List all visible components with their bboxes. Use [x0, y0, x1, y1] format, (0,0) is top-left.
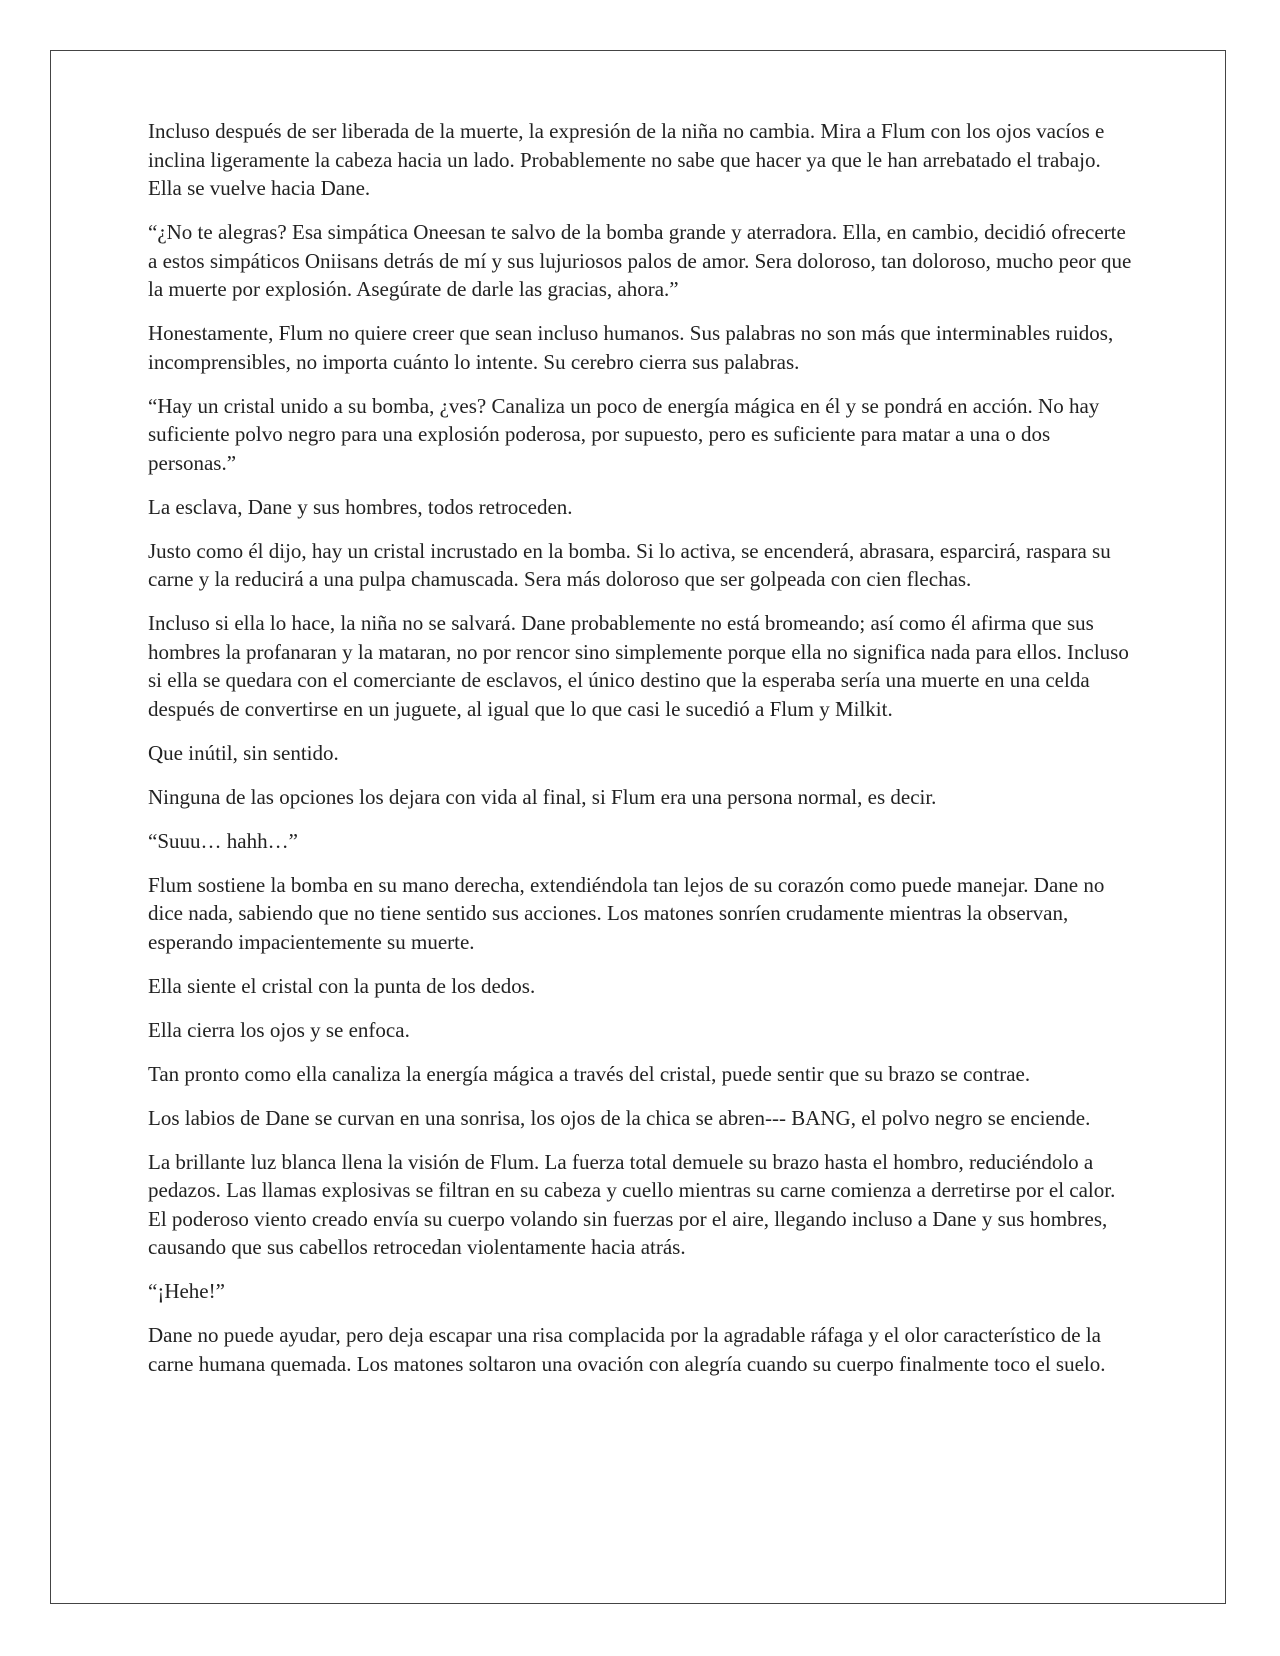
paragraph: Incluso después de ser liberada de la muerte, la expresión de la niña no cambia. Mira a Flum con los ojos vacíos e inclina ligeramente la cabeza hacia un lado. Probablemente no sabe que hacer ya que le han arrebatado el trabajo. Ella se vuelve hacia Dane. — [148, 119, 1105, 200]
paragraph: “¿No te alegras? Esa simpática Oneesan te salvo de la bomba grande y aterradora. Ella, en cambio, decidió ofrecerte a estos simpáticos Oniisans detrás de mí y sus lujuriosos palos de amor. Sera doloroso, tan doloroso, mucho peor que la muerte por explosión. Asegúrate de darle las gracias, ahora.” — [148, 220, 1132, 301]
page-body — [148, 117, 1138, 1394]
paragraph: Ella siente el cristal con la punta de los dedos. — [148, 973, 536, 998]
paragraph: Honestamente, Flum no quiere creer que sean incluso humanos. Sus palabras no son más que interminables ruidos, incomprensibles, no importa cuánto lo intente. Su cerebro cierra sus palabras. — [148, 321, 1114, 374]
paragraph: Ella cierra los ojos y se enfoca. — [148, 1017, 410, 1042]
paragraph: La esclava, Dane y sus hombres, todos retroceden. — [148, 494, 573, 519]
paragraph: Justo como él dijo, hay un cristal incrustado en la bomba. Si lo activa, se encenderá, abrasara, esparcirá, raspara su carne y la reducirá a una pulpa chamuscada. Sera más doloroso que ser golpeada con cien flechas. — [148, 538, 1111, 591]
paragraph: Los labios de Dane se curvan en una sonrisa, los ojos de la chica se abren--- BANG, el polvo negro se enciende. — [148, 1105, 1091, 1130]
paragraph: Tan pronto como ella canaliza la energía mágica a través del cristal, puede sentir que su brazo se contrae. — [148, 1061, 1031, 1086]
paragraph: “Hay un cristal unido a su bomba, ¿ves? Canaliza un poco de energía mágica en él y se pondrá en acción. No hay suficiente polvo negro para una explosión poderosa, por supuesto, pero es suficiente para matar a una o dos personas.” — [148, 393, 1100, 475]
paragraph: Que inútil, sin sentido. — [148, 740, 339, 765]
paragraph: Ninguna de las opciones los dejara con vida al final, si Flum era una persona normal, es decir. — [148, 784, 937, 809]
paragraph: “¡Hehe!” — [148, 1279, 225, 1303]
paragraph: Flum sostiene la bomba en su mano derecha, extendiéndola tan lejos de su corazón como puede manejar. Dane no dice nada, sabiendo que no tiene sentido sus acciones. Los matones sonríen crudamente mientras la observan, esperando impacientemente su muerte. — [148, 872, 1105, 954]
paragraph: Incluso si ella lo hace, la niña no se salvará. Dane probablemente no está bromeando; así como él afirma que sus hombres la profanaran y la mataran, no por rencor sino simplemente porque ella no significa nada para ellos. Incluso si ella se quedara con el comerciante de esclavos, el único destino que la esperaba sería una muerte en una celda después de convertirse en un juguete, al igual que lo que casi le sucedió a Flum y Milkit. — [148, 611, 1129, 721]
paragraph: Dane no puede ayudar, pero deja escapar una risa complacida por la agradable ráfaga y el olor característico de la carne humana quemada. Los matones soltaron una ovación con alegría cuando su cuerpo finalmente toco el suelo. — [148, 1323, 1106, 1376]
paragraph: La brillante luz blanca llena la visión de Flum. La fuerza total demuele su brazo hasta el hombro, reduciéndolo a pedazos. Las llamas explosivas se filtran en su cabeza y cuello mientras su carne comienza a derretirse por el calor. El poderoso viento creado envía su cuerpo volando sin fuerzas por el aire, llegando incluso a Dane y sus hombres, causando que sus cabellos retrocedan violentamente hacia atrás. — [148, 1149, 1116, 1259]
paragraph: “Suuu… hahh…” — [148, 828, 298, 853]
